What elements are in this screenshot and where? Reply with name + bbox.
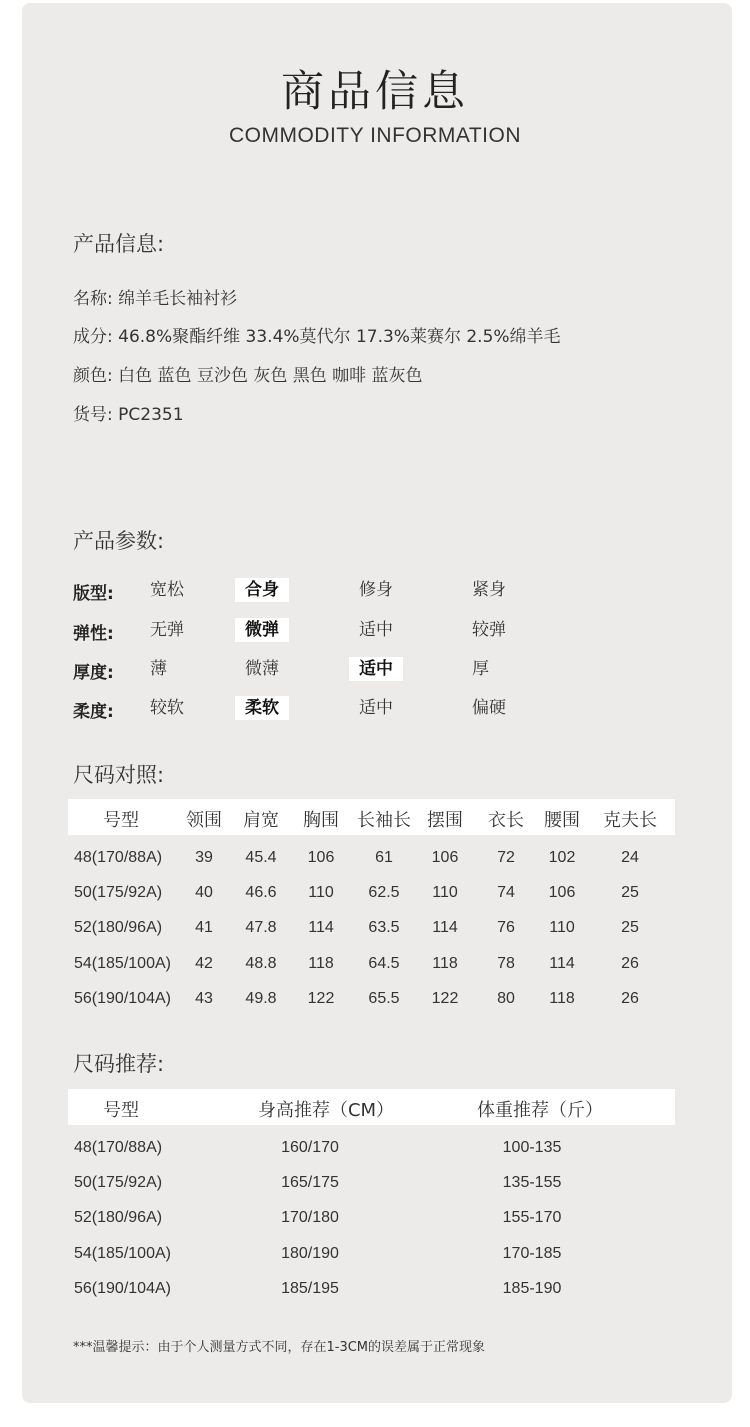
param-option: 偏硬 bbox=[472, 698, 506, 718]
param-label: 柔度: bbox=[73, 702, 114, 722]
measure-cell: 25 bbox=[621, 919, 639, 936]
size-cell: 50(175/92A) bbox=[74, 1174, 163, 1191]
column-header: 号型 bbox=[103, 810, 139, 831]
param-option-selected: 微弹 bbox=[235, 618, 289, 642]
page-title: 商品信息 bbox=[281, 67, 469, 117]
product-info-heading: 产品信息: bbox=[73, 232, 165, 256]
measure-cell: 62.5 bbox=[368, 884, 400, 901]
size-cell: 52(180/96A) bbox=[74, 919, 163, 936]
measure-cell: 110 bbox=[308, 884, 334, 901]
measure-cell: 26 bbox=[621, 955, 639, 972]
measure-cell: 24 bbox=[621, 849, 639, 866]
measure-cell: 65.5 bbox=[368, 990, 400, 1007]
measure-cell: 25 bbox=[621, 884, 639, 901]
param-option: 微薄 bbox=[245, 659, 279, 679]
recommend-cell: 165/175 bbox=[281, 1174, 339, 1191]
param-option: 紧身 bbox=[472, 580, 506, 600]
param-option: 适中 bbox=[359, 698, 393, 718]
column-header: 领围 bbox=[186, 810, 222, 831]
recommend-cell: 100-135 bbox=[502, 1139, 562, 1156]
measure-cell: 63.5 bbox=[368, 919, 400, 936]
size-chart-heading: 尺码对照: bbox=[73, 763, 165, 787]
measure-cell: 48.8 bbox=[245, 955, 277, 972]
measure-cell: 45.4 bbox=[245, 849, 277, 866]
recommend-cell: 180/190 bbox=[281, 1245, 339, 1262]
size-cell: 48(170/88A) bbox=[74, 849, 163, 866]
size-cell: 48(170/88A) bbox=[74, 1139, 163, 1156]
param-option-selected: 适中 bbox=[349, 657, 403, 681]
page-subtitle: COMMODITY INFORMATION bbox=[228, 124, 522, 147]
size-cell: 56(190/104A) bbox=[74, 990, 171, 1007]
sku-line: 货号: PC2351 bbox=[73, 405, 184, 425]
product-params-heading: 产品参数: bbox=[73, 529, 165, 553]
measure-cell: 110 bbox=[432, 884, 458, 901]
param-label: 弹性: bbox=[73, 624, 114, 644]
measure-cell: 40 bbox=[195, 884, 213, 901]
measure-cell: 49.8 bbox=[245, 990, 277, 1007]
param-option: 适中 bbox=[359, 620, 393, 640]
measure-cell: 106 bbox=[431, 849, 459, 866]
measure-cell: 76 bbox=[497, 919, 515, 936]
param-option-selected: 合身 bbox=[235, 578, 289, 602]
column-header: 克夫长 bbox=[603, 810, 657, 831]
param-option: 无弹 bbox=[150, 620, 184, 640]
recommend-cell: 135-155 bbox=[502, 1174, 562, 1191]
measure-cell: 74 bbox=[497, 884, 515, 901]
measure-cell: 46.6 bbox=[245, 884, 277, 901]
color-line: 颜色: 白色 蓝色 豆沙色 灰色 黑色 咖啡 蓝灰色 bbox=[73, 366, 423, 386]
measure-cell: 114 bbox=[308, 919, 334, 936]
column-header: 胸围 bbox=[303, 810, 339, 831]
measure-cell: 72 bbox=[497, 849, 515, 866]
column-header: 肩宽 bbox=[243, 810, 279, 831]
composition-line: 成分: 46.8%聚酯纤维 33.4%莫代尔 17.3%莱赛尔 2.5%绵羊毛 bbox=[73, 327, 561, 347]
measure-cell: 42 bbox=[195, 955, 213, 972]
column-header: 腰围 bbox=[544, 810, 580, 831]
param-option: 较软 bbox=[150, 698, 184, 718]
measure-cell: 41 bbox=[195, 919, 213, 936]
measure-cell: 47.8 bbox=[245, 919, 277, 936]
measure-cell: 122 bbox=[307, 990, 335, 1007]
measure-cell: 78 bbox=[497, 955, 515, 972]
measure-cell: 106 bbox=[548, 884, 576, 901]
column-header: 体重推荐（斤） bbox=[477, 1100, 603, 1121]
param-option: 厚 bbox=[472, 659, 489, 679]
measure-cell: 43 bbox=[195, 990, 213, 1007]
measure-cell: 39 bbox=[195, 849, 213, 866]
column-header: 衣长 bbox=[488, 810, 524, 831]
size-cell: 52(180/96A) bbox=[74, 1209, 163, 1226]
measurement-note: ***温馨提示：由于个人测量方式不同，存在1-3CM的误差属于正常现象 bbox=[73, 1340, 486, 1355]
param-option: 薄 bbox=[150, 659, 167, 679]
measure-cell: 122 bbox=[431, 990, 459, 1007]
recommend-cell: 160/170 bbox=[281, 1139, 339, 1156]
recommend-cell: 170-185 bbox=[502, 1245, 562, 1262]
size-cell: 50(175/92A) bbox=[74, 884, 163, 901]
column-header: 摆围 bbox=[427, 810, 463, 831]
recommend-cell: 185-190 bbox=[502, 1280, 562, 1297]
product-name-line: 名称: 绵羊毛长袖衬衫 bbox=[73, 289, 238, 309]
param-option: 宽松 bbox=[150, 580, 184, 600]
measure-cell: 64.5 bbox=[368, 955, 400, 972]
measure-cell: 106 bbox=[307, 849, 335, 866]
column-header: 号型 bbox=[103, 1100, 139, 1121]
param-label: 厚度: bbox=[73, 663, 114, 683]
measure-cell: 102 bbox=[548, 849, 576, 866]
size-cell: 54(185/100A) bbox=[74, 1245, 171, 1262]
recommend-cell: 170/180 bbox=[281, 1209, 339, 1226]
measure-cell: 118 bbox=[432, 955, 458, 972]
recommend-cell: 185/195 bbox=[281, 1280, 339, 1297]
measure-cell: 114 bbox=[549, 955, 575, 972]
column-header: 身高推荐（CM） bbox=[257, 1100, 395, 1121]
measure-cell: 26 bbox=[621, 990, 639, 1007]
size-cell: 56(190/104A) bbox=[74, 1280, 171, 1297]
recommend-cell: 155-170 bbox=[502, 1209, 562, 1226]
param-option: 较弹 bbox=[472, 620, 506, 640]
measure-cell: 118 bbox=[308, 955, 334, 972]
measure-cell: 80 bbox=[497, 990, 515, 1007]
size-cell: 54(185/100A) bbox=[74, 955, 171, 972]
column-header: 长袖长 bbox=[357, 810, 411, 831]
size-recommend-heading: 尺码推荐: bbox=[73, 1052, 165, 1076]
measure-cell: 118 bbox=[549, 990, 575, 1007]
param-option: 修身 bbox=[359, 580, 393, 600]
param-label: 版型: bbox=[73, 584, 114, 604]
measure-cell: 110 bbox=[549, 919, 575, 936]
param-option-selected: 柔软 bbox=[235, 696, 289, 720]
measure-cell: 61 bbox=[375, 849, 393, 866]
measure-cell: 114 bbox=[432, 919, 458, 936]
